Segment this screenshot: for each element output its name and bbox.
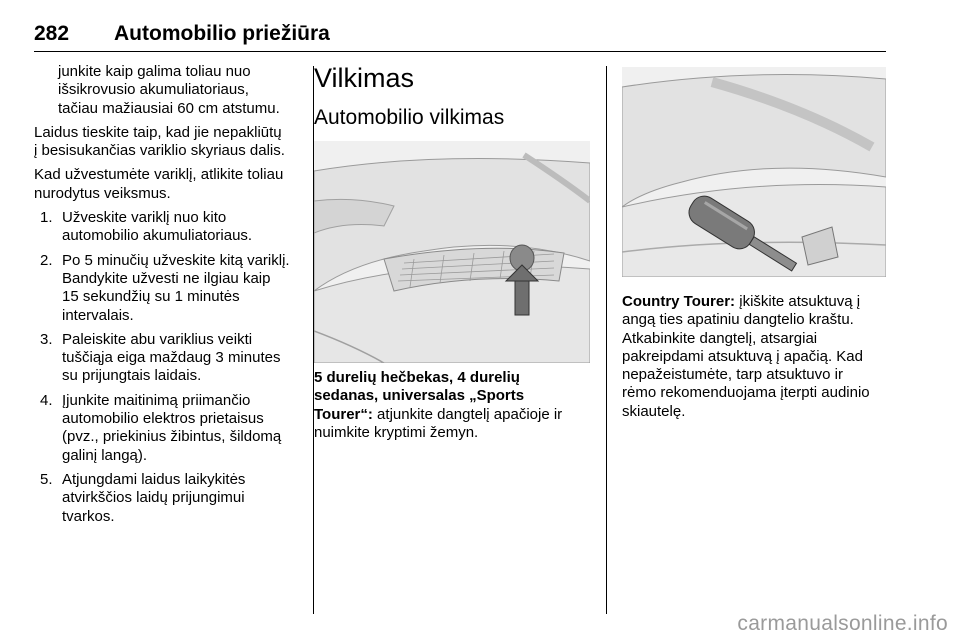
column-right [622, 63, 886, 421]
paragraph-cables: Laidus tieskite taip, kad jie nepakliūtų į besisukančias variklio skyriaus dalis. [34, 123, 285, 160]
column-left [34, 63, 300, 532]
list-item: 4. Įjunkite maitinimą priimančio automobilio elektros prietaisus (pvz., priekinius žibintus, šildomą galinį langą). [40, 391, 282, 464]
heading-vehicle-towing: Automobilio vilkimas [314, 106, 505, 129]
figure-caption-right: Country Tourer: įkiškite atsuktuvą į angą ties apatiniu dangtelio kraštu. Atkabinkite dangtelį, atsargiai pakreipdami atsuktuvą į apačią. Kad nepažeistumėte, tarp atsuktuvo ir rėmo rekomenduojama įterpti audinio skiautelę. [622, 293, 870, 420]
section-title: Automobilio priežiūra [114, 22, 330, 45]
steps-list [34, 209, 300, 526]
page-number: 282 [34, 22, 70, 45]
list-item: 5. Atjungdami laidus laikykitės atvirkščios laidų prijungimui tvarkos. [40, 470, 246, 525]
list-item: 3. Paleiskite abu variklius veikti tuščiąja eiga maždaug 3 minutes su prijungtais laidais. [40, 330, 281, 385]
list-item: 2. Po 5 minučių užveskite kitą variklį. Bandykite užvesti ne ilgiau kaip 15 sekundžių su 1 minutės intervalais. [40, 251, 290, 324]
figure-caption-middle: 5 durelių hečbekas, 4 durelių sedanas, universalas „Sports Tourer“: atjunkite dangtelį apačioje ir nuimkite kryptimi žemyn. [314, 369, 563, 441]
heading-towing: Vilkimas [314, 63, 415, 93]
paragraph-start-engine: Kad užvestumėte variklį, atlikite toliau nurodytus veiksmus. [34, 166, 284, 202]
page-header [34, 16, 886, 52]
list-item: 1. Užveskite variklį nuo kito automobilio akumuliatoriaus. [40, 209, 253, 245]
column-divider-right [606, 66, 607, 614]
figure-front-bumper-cover [314, 141, 590, 363]
watermark: carmanualsonline.info [737, 612, 948, 635]
figure-screwdriver-cover [622, 67, 886, 277]
column-middle [314, 63, 590, 442]
continuation-text: junkite kaip galima toliau nuo išsikrovusio akumuliatoriaus, tačiau mažiausiai 60 cm atstumu. [58, 63, 280, 117]
